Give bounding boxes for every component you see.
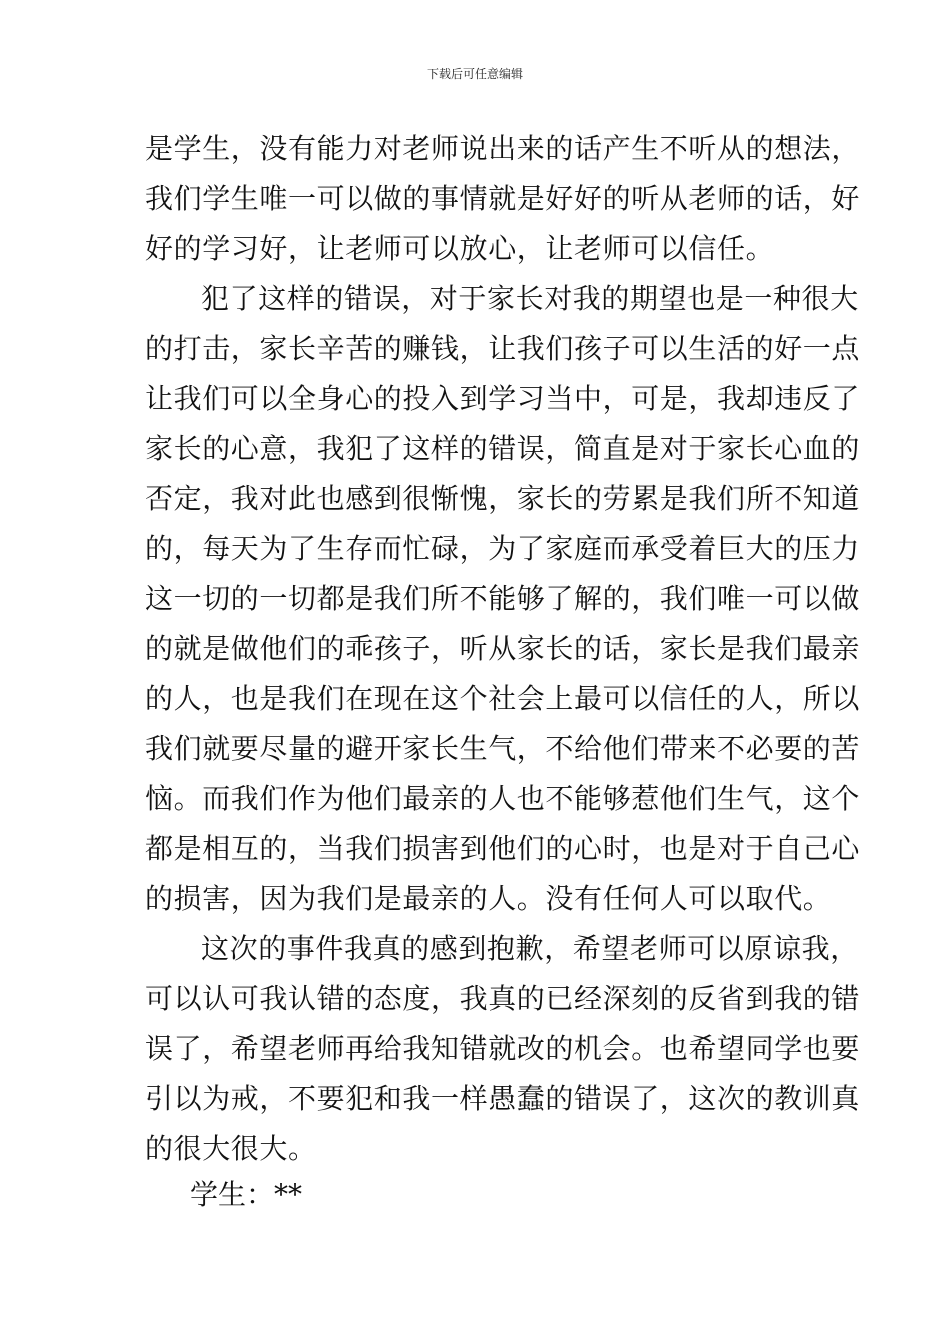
text-line: 的很大很大。: [145, 1132, 317, 1165]
text-line: 误了，希望老师再给我知错就改的机会。也希望同学也要: [145, 1032, 861, 1065]
text-line: 家长的心意，我犯了这样的错误，简直是对于家长心血的: [145, 432, 861, 465]
text-line: 恼。而我们作为他们最亲的人也不能够惹他们生气，这个: [145, 782, 861, 815]
text-line: 引以为戒，不要犯和我一样愚蠢的错误了，这次的教训真: [145, 1082, 861, 1115]
text-line: 这一切的一切都是我们所不能够了解的，我们唯一可以做: [145, 582, 861, 615]
text-line: 的损害，因为我们是最亲的人。没有任何人可以取代。: [145, 882, 832, 915]
text-line: 我们学生唯一可以做的事情就是好好的听从老师的话，好: [145, 182, 861, 215]
text-line: 是学生，没有能力对老师说出来的话产生不听从的想法，: [145, 132, 861, 165]
text-line: 否定，我对此也感到很惭愧，家长的劳累是我们所不知道: [145, 482, 861, 515]
signature-line: 学生：**: [190, 1178, 303, 1211]
text-line: 可以认可我认错的态度，我真的已经深刻的反省到我的错: [145, 982, 861, 1015]
text-line: 我们就要尽量的避开家长生气，不给他们带来不必要的苦: [145, 732, 861, 765]
text-line: 的打击，家长辛苦的赚钱，让我们孩子可以生活的好一点: [145, 332, 861, 365]
text-line: 的就是做他们的乖孩子，听从家长的话，家长是我们最亲: [145, 632, 861, 665]
page-header: 下载后可任意编辑: [426, 67, 523, 81]
text-line: 的，每天为了生存而忙碌，为了家庭而承受着巨大的压力: [145, 532, 861, 565]
text-line: 让我们可以全身心的投入到学习当中，可是，我却违反了: [145, 382, 861, 415]
paragraph-start-line: 这次的事件我真的感到抱歉，希望老师可以原谅我，: [201, 932, 859, 965]
paragraph-start-line: 犯了这样的错误，对于家长对我的期望也是一种很大: [201, 282, 859, 315]
text-line: 的人，也是我们在现在这个社会上最可以信任的人，所以: [145, 682, 861, 715]
text-line: 都是相互的，当我们损害到他们的心时，也是对于自己心: [145, 832, 861, 865]
text-line: 好的学习好，让老师可以放心，让老师可以信任。: [145, 232, 775, 265]
letter-body: [145, 124, 861, 1174]
